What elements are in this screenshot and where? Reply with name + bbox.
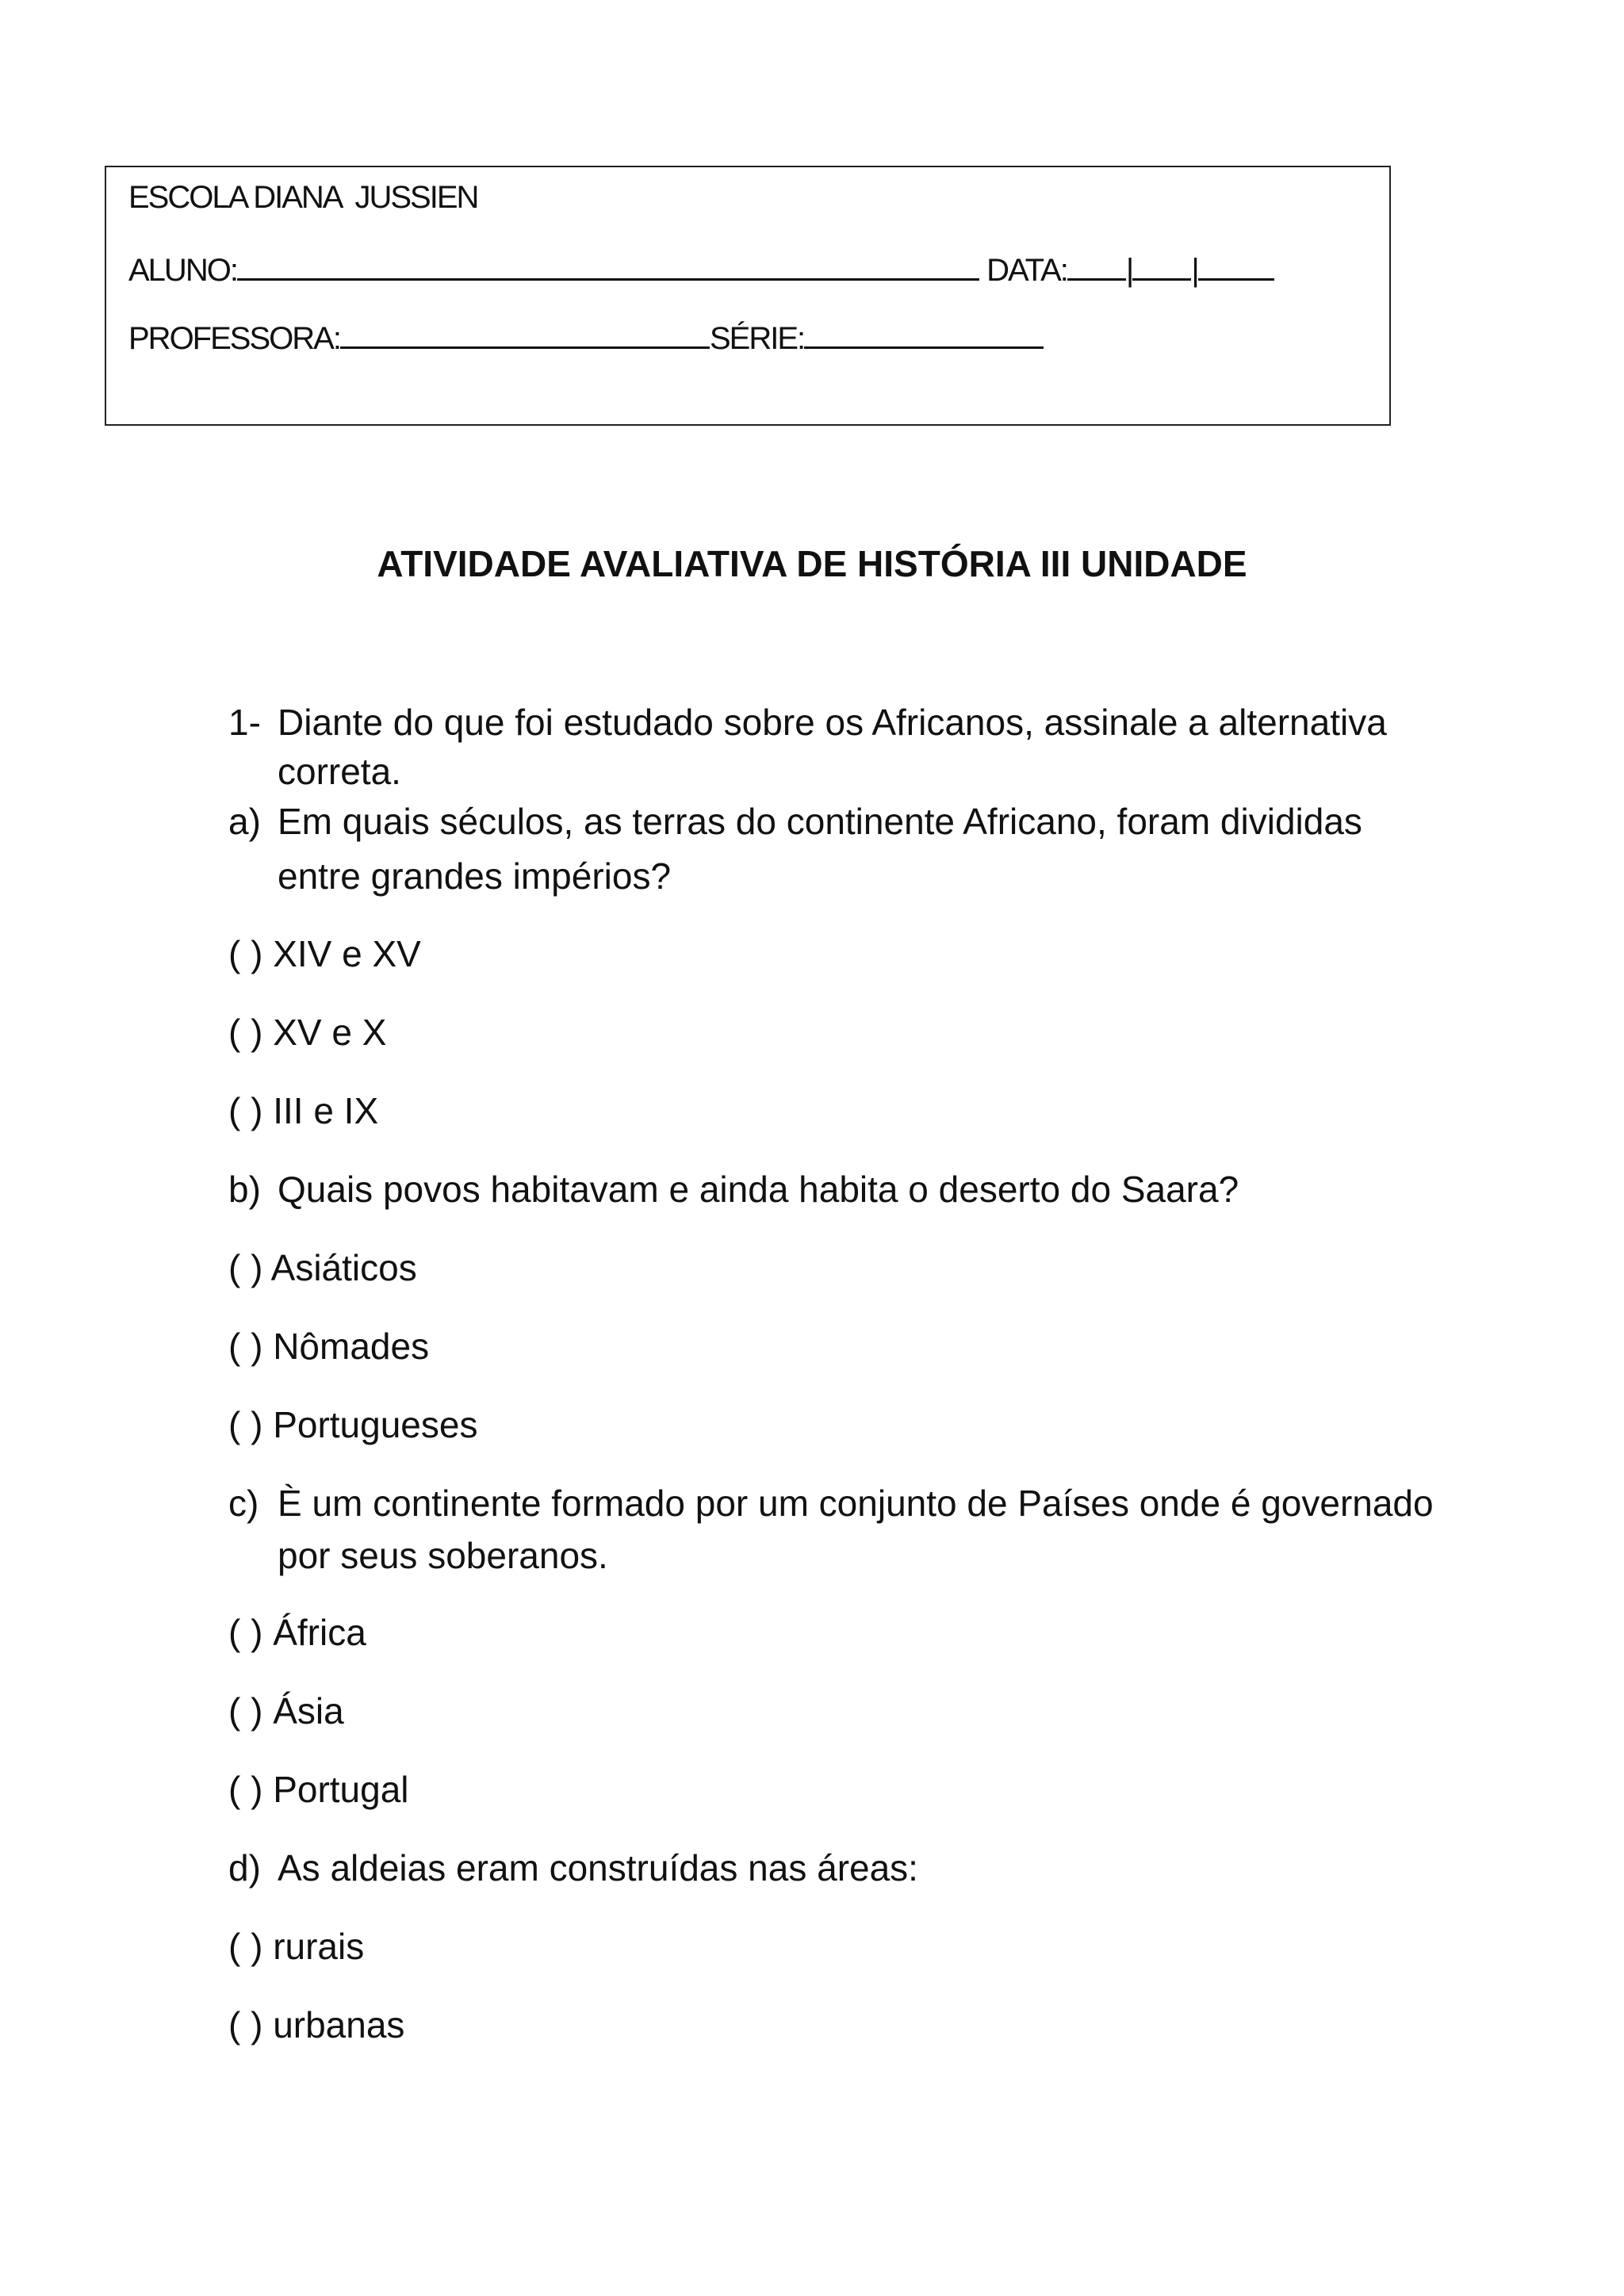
page-title: ATIVIDADE AVALIATIVA DE HISTÓRIA III UNIDADE xyxy=(377,543,1247,584)
item-text-line: Em quais séculos, as terras do continente Africano, foram divididas xyxy=(278,801,1362,842)
item-text-line: Quais povos habitavam e ainda habita o deserto do Saara? xyxy=(278,1169,1239,1210)
aluno-label: ALUNO: xyxy=(128,253,237,288)
date-month-field[interactable] xyxy=(1132,254,1191,281)
item-label: a) xyxy=(228,801,261,842)
date-day-field[interactable] xyxy=(1067,254,1126,281)
date-separator: | xyxy=(1125,253,1133,288)
item-text-line: As aldeias eram construídas nas áreas: xyxy=(278,1847,918,1888)
answer-option[interactable]: ( ) Portugal xyxy=(228,1769,409,1810)
answer-option[interactable]: ( ) Ásia xyxy=(228,1690,344,1732)
item-text-line: entre grandes impérios? xyxy=(278,855,672,897)
question-line: correta. xyxy=(278,751,401,792)
header-box xyxy=(105,166,1391,426)
item-text-line: por seus soberanos. xyxy=(278,1535,608,1576)
item-text-line: È um continente formado por um conjunto de Países onde é governado xyxy=(278,1483,1434,1524)
question-line: Diante do que foi estudado sobre os Africanos, assinale a alternativa xyxy=(278,702,1387,743)
item-label: b) xyxy=(228,1169,261,1210)
professora-line xyxy=(128,323,1044,354)
answer-option[interactable]: ( ) Nômades xyxy=(228,1326,430,1367)
answer-option[interactable]: ( ) Portugueses xyxy=(228,1404,478,1445)
question-number: 1- xyxy=(228,702,261,743)
item-label: c) xyxy=(228,1483,259,1524)
data-label: DATA: xyxy=(986,253,1067,288)
answer-option[interactable]: ( ) Asiáticos xyxy=(228,1247,417,1288)
professora-label: PROFESSORA: xyxy=(128,321,340,356)
aluno-field[interactable] xyxy=(237,254,979,281)
professora-field[interactable] xyxy=(340,323,710,349)
answer-option[interactable]: ( ) África xyxy=(228,1612,366,1653)
answer-option[interactable]: ( ) XV e X xyxy=(228,1012,387,1053)
serie-label: SÉRIE: xyxy=(709,321,805,356)
answer-option[interactable]: ( ) rurais xyxy=(228,1926,365,1967)
date-separator: | xyxy=(1191,253,1198,288)
serie-field[interactable] xyxy=(804,323,1044,349)
school-name: ESCOLA DIANA JUSSIEN xyxy=(128,180,478,215)
answer-option[interactable]: ( ) XIV e XV xyxy=(228,933,421,974)
date-year-field[interactable] xyxy=(1198,254,1274,281)
answer-option[interactable]: ( ) III e IX xyxy=(228,1090,379,1131)
aluno-line xyxy=(128,254,1274,286)
answer-option[interactable]: ( ) urbanas xyxy=(228,2004,405,2045)
item-label: d) xyxy=(228,1847,261,1888)
